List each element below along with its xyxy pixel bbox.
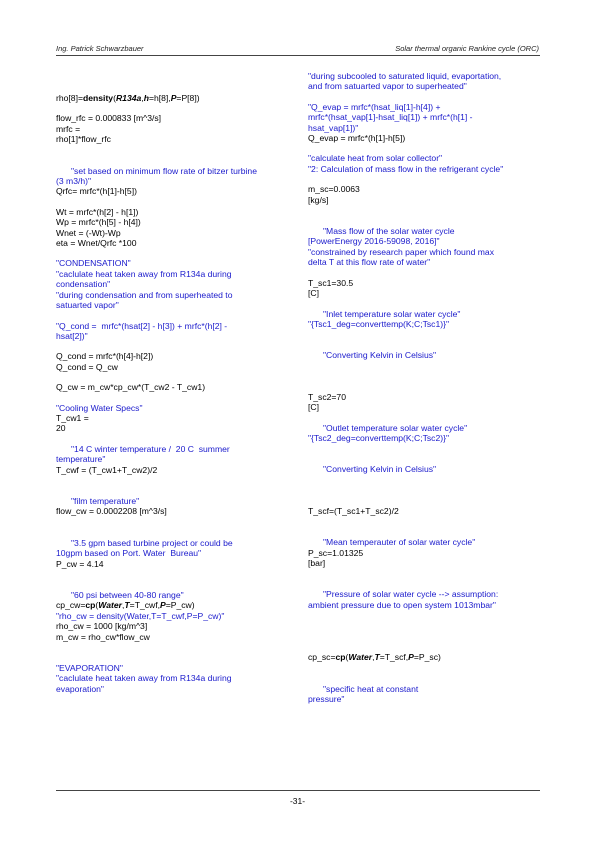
code-line: flow_cw = 0.0002208 [m^3/s] — [56, 506, 167, 517]
header-title: Solar thermal organic Rankine cycle (ORC) — [395, 44, 539, 53]
comment-line: satuarted vapor" — [56, 300, 119, 311]
comment-line: "constrained by research paper which found max — [308, 246, 495, 257]
comment-line: "Outlet temperature solar water cycle" — [323, 422, 468, 433]
comment-line: "Q_evap = mrfc*(hsat_liq[1]-h[4]) + — [308, 101, 441, 112]
comment-line: "during condensation and from superheated to — [56, 289, 233, 300]
line-spacer — [308, 413, 544, 423]
code-token: cp — [85, 600, 96, 611]
comment-line: "Converting Kelvin in Celsius" — [323, 464, 437, 475]
comment-line: "caclulate heat taken away from R134a during — [56, 673, 232, 684]
comment-line: "60 psi between 40-80 range" — [71, 590, 184, 600]
comment-line: "Pressure of solar water cycle --> assumption: — [323, 589, 499, 600]
code-token: P — [160, 600, 166, 611]
code-token: ( — [113, 93, 116, 103]
code-line — [56, 93, 292, 103]
code-token: T — [124, 600, 130, 611]
line-spacer — [308, 205, 544, 226]
comment-line: "2: Calculation of mass flow in the refrigerant cycle" — [308, 163, 504, 174]
code-token: R134a — [115, 93, 142, 103]
left-column — [56, 71, 292, 694]
line-spacer — [308, 610, 544, 652]
comment-line: "film temperature" — [71, 495, 140, 506]
code-line: T_cw1 = — [56, 412, 89, 423]
line-spacer — [308, 443, 544, 464]
line-spacer — [56, 642, 292, 663]
comment-line: temperature" — [56, 454, 106, 465]
code-token: =T_cwf, — [129, 600, 160, 611]
header-rule — [56, 55, 540, 56]
line-spacer — [56, 393, 292, 403]
comment-line: "3.5 gpm based turbine project or could be — [71, 537, 233, 548]
footer-rule — [56, 790, 540, 791]
line-spacer — [56, 341, 292, 351]
line-spacer — [308, 299, 544, 309]
code-line: m_cw = rho_cw*flow_cw — [56, 631, 150, 642]
comment-line: "Mean temperauter of solar water cycle" — [323, 537, 476, 548]
code-token: P — [408, 652, 414, 663]
code-token: cp_cw= — [56, 600, 86, 611]
line-spacer — [308, 663, 544, 684]
code-line: Wnet = (-Wt)-Wp — [56, 227, 121, 238]
comment-line: hsat[2])" — [56, 330, 88, 341]
code-line: mrfc = — [56, 123, 81, 134]
code-line: T_scf=(T_sc1+T_sc2)/2 — [308, 505, 399, 516]
comment-line: "Cooling Water Specs" — [56, 402, 143, 413]
code-token: Water — [98, 600, 123, 611]
comment-line: "rho_cw = density(Water,T=T_cwf,P=P_cw)" — [56, 610, 225, 621]
line-spacer — [56, 372, 292, 382]
code-line: T_sc2=70 — [308, 391, 346, 402]
code-line: Qrfc= mrfc*(h[1]-h[5]) — [56, 186, 137, 197]
code-line: 20 — [56, 423, 66, 434]
code-token: , — [122, 600, 125, 611]
code-token: ( — [95, 600, 99, 611]
code-token: ( — [345, 652, 349, 663]
code-line: T_sc1=30.5 — [308, 277, 354, 288]
code-line: Q_cw = m_cw*cp_cw*(T_cw2 - T_cw1) — [56, 382, 206, 393]
code-line: T_cwf = (T_cw1+T_cw2)/2 — [56, 464, 158, 475]
line-spacer — [308, 475, 544, 506]
code-token: cp — [335, 652, 346, 663]
code-token: , — [141, 93, 144, 103]
comment-line: condensation" — [56, 279, 111, 290]
comment-line: "{Tsc1_deg=converttemp(K;C;Tsc1)}" — [308, 318, 450, 329]
line-spacer — [308, 92, 544, 102]
code-token: =P[8]) — [176, 93, 200, 103]
comment-line: "Mass flow of the solar water cycle — [323, 226, 455, 237]
code-line: eta = Wnet/Qrfc *100 — [56, 238, 137, 249]
code-line: P_sc=1.01325 — [308, 547, 364, 558]
line-spacer — [56, 197, 292, 207]
line-spacer — [308, 174, 544, 184]
comment-line: "calculate heat from solar collector" — [308, 153, 443, 164]
header-author: Ing. Patrick Schwarzbauer — [56, 44, 144, 53]
comment-line: "during subcooled to saturated liquid, evaportation, — [308, 71, 502, 81]
comment-line: delta T at this flow rate of water" — [308, 257, 431, 268]
comment-line: mrfc*(hsat_vap[1]-hsat_liq[1]) + mrfc*(h[1] - — [308, 112, 473, 123]
code-line: Q_cond = mrfc*(h[4]-h[2]) — [56, 351, 154, 362]
comment-line: (3 m3/h)" — [56, 176, 92, 187]
code-line: m_sc=0.0063 — [308, 184, 360, 195]
line-spacer — [56, 71, 292, 93]
comment-line: evaporation" — [56, 683, 104, 694]
code-line — [56, 600, 292, 610]
code-line: Wp = mrfc*(h[5] - h[4]) — [56, 217, 141, 228]
code-token: P — [170, 93, 177, 103]
code-token: =P_sc) — [413, 652, 441, 663]
line-spacer — [56, 475, 292, 496]
line-spacer — [308, 516, 544, 537]
comment-line: "Inlet temperature solar water cycle" — [323, 308, 461, 319]
comment-line: 10gpm based on Port. Water Bureau" — [56, 548, 202, 559]
line-spacer — [56, 569, 292, 590]
code-line: [kg/s] — [308, 194, 329, 205]
code-line: [C] — [308, 288, 319, 299]
line-spacer — [56, 248, 292, 258]
code-line: Q_evap = mrfc*(h[1]-h[5]) — [308, 133, 406, 144]
line-spacer — [308, 143, 544, 153]
code-token: cp_sc= — [308, 652, 336, 663]
code-token: , — [372, 652, 375, 663]
comment-line: hsat_vap[1])" — [308, 122, 359, 133]
code-line: [bar] — [308, 557, 326, 568]
line-spacer — [308, 329, 544, 350]
code-token: h — [143, 93, 149, 103]
right-column — [308, 71, 544, 704]
code-token: Water — [348, 652, 373, 663]
comment-line: [PowerEnergy 2016-59098, 2016]" — [308, 236, 440, 247]
line-spacer — [308, 361, 544, 392]
line-spacer — [56, 517, 292, 538]
code-line: [C] — [308, 402, 319, 413]
code-line: P_cw = 4.14 — [56, 558, 104, 569]
comment-line: ambient pressure due to open system 1013mbar" — [308, 599, 496, 610]
code-line — [308, 652, 544, 662]
comment-line: "EVAPORATION" — [56, 663, 123, 674]
code-line: flow_rfc = 0.000833 [m^3/s] — [56, 113, 162, 124]
comment-line: "set based on minimum flow rate of bitzer turbine — [71, 165, 257, 176]
line-spacer — [56, 434, 292, 444]
comment-line: and from satuarted vapor to superheated" — [308, 81, 467, 92]
comment-line: "{Tsc2_deg=converttemp(K;C;Tsc2)}" — [308, 432, 450, 443]
line-spacer — [56, 103, 292, 113]
code-token: =T_scf, — [379, 652, 409, 663]
line-spacer — [308, 268, 544, 278]
comment-line: "CONDENSATION" — [56, 258, 131, 269]
comment-line: "caclulate heat taken away from R134a during — [56, 268, 232, 279]
comment-line: "Converting Kelvin in Celsius" — [323, 350, 437, 361]
code-token: =P_cw) — [165, 600, 195, 611]
code-line: rho_cw = 1000 [kg/m^3] — [56, 621, 148, 632]
line-spacer — [56, 145, 292, 166]
comment-line: "Q_cond = mrfc*(hsat[2] - h[3]) + mrfc*(h[2] - — [56, 320, 228, 331]
code-token: rho[8]= — [56, 93, 83, 103]
code-line: Wt = mrfc*(h[2] - h[1]) — [56, 206, 139, 217]
code-token: T — [374, 652, 380, 663]
line-spacer — [56, 311, 292, 321]
comment-line: pressure" — [308, 694, 345, 704]
line-spacer — [308, 568, 544, 589]
code-line: Q_cond = Q_cw — [56, 361, 118, 372]
code-token: density — [83, 93, 114, 103]
page-number: -31- — [289, 796, 306, 806]
comment-line: "specific heat at constant — [323, 683, 419, 694]
comment-line: "14 C winter temperature / 20 C summer — [71, 443, 230, 454]
code-line: rho[1]*flow_rfc — [56, 134, 111, 145]
code-token: =h[8], — [148, 93, 171, 103]
